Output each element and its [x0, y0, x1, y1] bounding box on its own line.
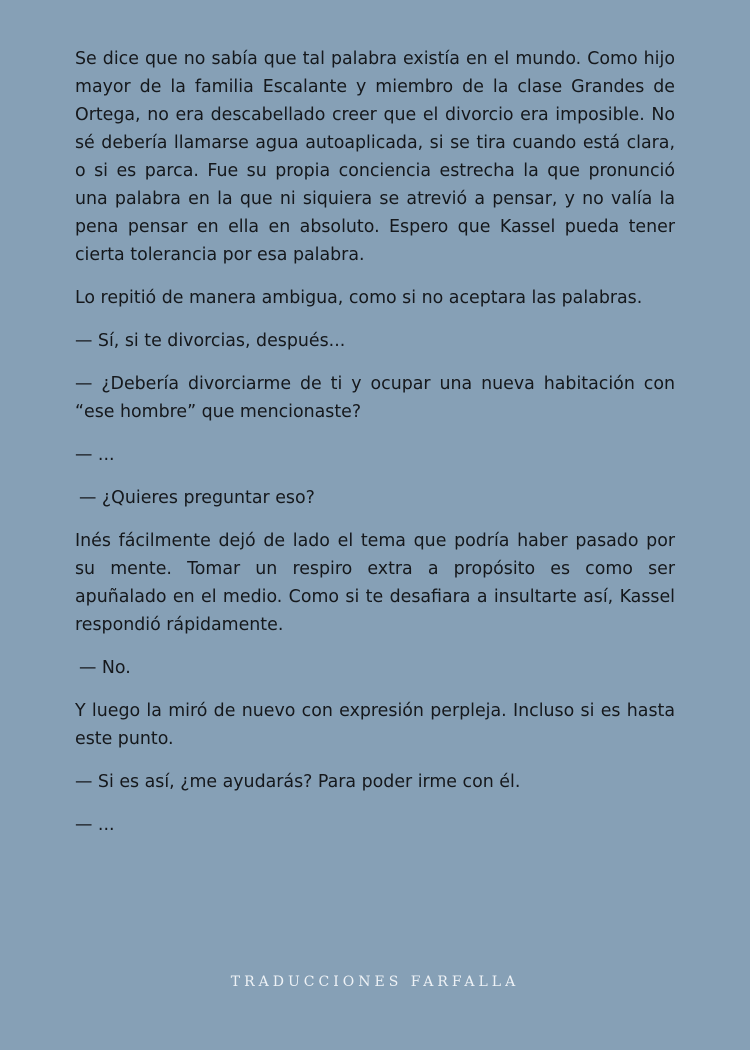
paragraph-2: Lo repitió de manera ambigua, como si no aceptara las palabras.: [75, 288, 643, 308]
dialogue-line-3: — ...: [75, 445, 115, 465]
document-body: [75, 45, 675, 854]
paragraph-3: Inés fácilmente dejó de lado el tema que podría haber pasado por su mente. Tomar un respiro extra a propósito es como ser apuñalado en el medio. Como si te desafiara a insultarte así, Kassel respondió rápidamente.: [75, 531, 675, 635]
dialogue-line-4: — ¿Quieres preguntar eso?: [79, 488, 315, 508]
dialogue-line-1: — Sí, si te divorcias, después...: [75, 331, 346, 351]
page-footer: TRADUCCIONES FARFALLA: [230, 974, 520, 990]
dialogue-line-2: — ¿Debería divorciarme de ti y ocupar una nueva habitación con “ese hombre” que mencionaste?: [75, 374, 675, 422]
paragraph-1: Se dice que no sabía que tal palabra existía en el mundo. Como hijo mayor de la familia Escalante y miembro de la clase Grandes de Ortega, no era descabellado creer que el divorcio era imposible. No sé debería llamarse agua autoaplicada, si se tira cuando está clara, o si es parca. Fue su propia conciencia estrecha la que pronunció una palabra en la que ni siquiera se atrevió a pensar, y no valía la pena pensar en ella en absoluto. Espero que Kassel pueda tener cierta tolerancia por esa palabra.: [75, 49, 675, 265]
dialogue-line-5: — No.: [79, 658, 131, 678]
dialogue-line-6: — Si es así, ¿me ayudarás? Para poder irme con él.: [75, 772, 521, 792]
dialogue-line-7: — ...: [75, 815, 115, 835]
paragraph-4: Y luego la miró de nuevo con expresión perpleja. Incluso si es hasta este punto.: [75, 701, 675, 749]
